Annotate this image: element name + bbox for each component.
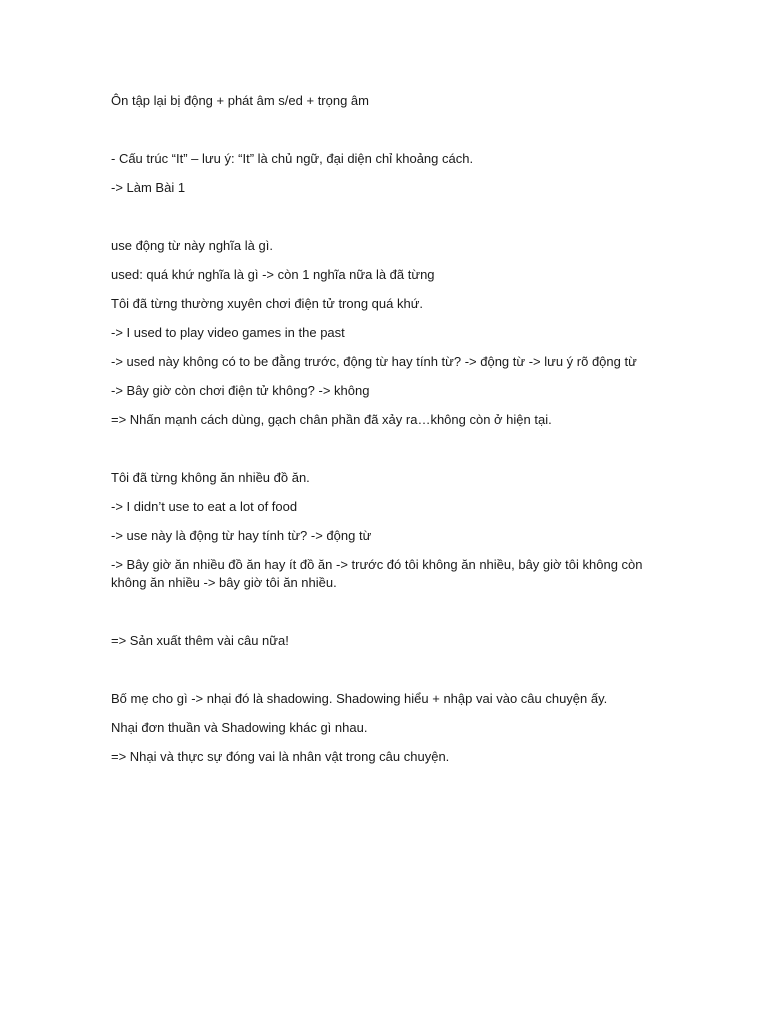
document-title: Ôn tập lại bị động + phát âm s/ed + trọng âm (111, 93, 369, 108)
text-line: Bố mẹ cho gì -> nhại đó là shadowing. Shadowing hiểu + nhập vai vào câu chuyện ấy. (111, 691, 608, 706)
text-line: -> I didn’t use to eat a lot of food (111, 499, 298, 514)
text-line: -> Bây giờ ăn nhiều đồ ăn hay ít đồ ăn -> trước đó tôi không ăn nhiều, bây giờ tôi không còn không ăn nhiều -> bây giờ tôi ăn nhiều. (111, 557, 643, 590)
text-line: -> Bây giờ còn chơi điện tử không? -> không (111, 383, 370, 398)
text-line: Nhại đơn thuần và Shadowing khác gì nhau. (111, 720, 368, 735)
text-line: => Nhấn mạnh cách dùng, gạch chân phần đã xảy ra…không còn ở hiện tại. (111, 412, 552, 427)
text-line: used: quá khứ nghĩa là gì -> còn 1 nghĩa nữa là đã từng (111, 267, 435, 282)
text-line: -> Làm Bài 1 (111, 180, 186, 195)
text-line: use động từ này nghĩa là gì. (111, 238, 273, 253)
text-line: => Sản xuất thêm vài câu nữa! (111, 633, 289, 648)
text-line: -> I used to play video games in the past (111, 325, 345, 340)
document-body (111, 92, 671, 766)
text-line: Tôi đã từng không ăn nhiều đồ ăn. (111, 470, 310, 485)
text-line: - Cấu trúc “It” – lưu ý: “It” là chủ ngữ, đại diện chỉ khoảng cách. (111, 151, 474, 166)
text-line: -> use này là động từ hay tính từ? -> động từ (111, 528, 372, 543)
text-line: => Nhại và thực sự đóng vai là nhân vật trong câu chuyện. (111, 749, 450, 764)
text-line: -> used này không có to be đằng trước, động từ hay tính từ? -> động từ -> lưu ý rõ động từ (111, 354, 637, 369)
text-line: Tôi đã từng thường xuyên chơi điện tử trong quá khứ. (111, 296, 424, 311)
